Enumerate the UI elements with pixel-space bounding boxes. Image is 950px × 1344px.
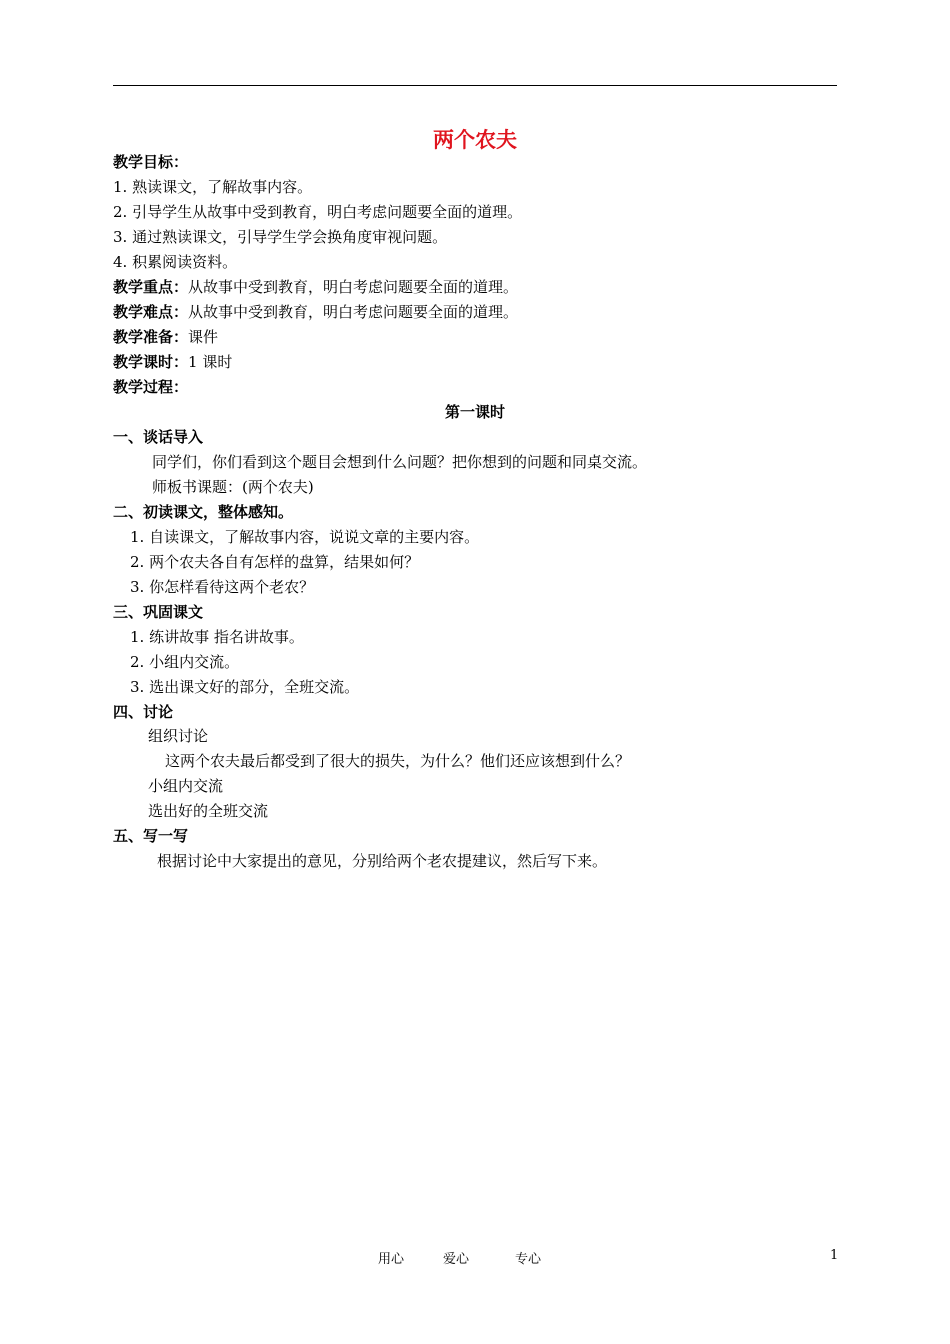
objective-item: 2. 引导学生从故事中受到教育，明白考虑问题要全面的道理。 bbox=[113, 203, 523, 221]
section-heading: 四、讨论 bbox=[113, 703, 174, 721]
objective-item: 3. 通过熟读课文，引导学生学会换角度审视问题。 bbox=[113, 228, 448, 246]
section-line: 同学们，你们看到这个题目会想到什么问题？把你想到的问题和同桌交流。 bbox=[152, 453, 648, 471]
hours-label: 教学课时： bbox=[113, 353, 189, 371]
preparation-row bbox=[113, 327, 218, 347]
process-label: 教学过程： bbox=[113, 378, 189, 396]
section-heading: 三、巩固课文 bbox=[113, 603, 204, 621]
section-heading: 五、写一写 bbox=[113, 827, 189, 845]
key-point-row bbox=[113, 277, 518, 297]
footer-motto: 专心 bbox=[515, 1252, 542, 1267]
key-point-label: 教学重点： bbox=[113, 278, 189, 296]
section-line: 小组内交流 bbox=[148, 777, 224, 795]
section-line: 这两个农夫最后都受到了很大的损失，为什么？他们还应该想到什么？ bbox=[165, 752, 631, 770]
objective-item: 1. 熟读课文，了解故事内容。 bbox=[113, 178, 313, 196]
footer-motto: 爱心 bbox=[443, 1252, 470, 1267]
section-line: 2. 两个农夫各自有怎样的盘算，结果如何？ bbox=[130, 553, 420, 571]
lesson-heading: 第一课时 bbox=[444, 403, 505, 421]
difficulty-row bbox=[113, 302, 518, 322]
section-line: 根据讨论中大家提出的意见，分别给两个老农提建议，然后写下来。 bbox=[157, 852, 608, 870]
document-title: 两个农夫 bbox=[433, 127, 517, 152]
section-line: 3. 选出课文好的部分，全班交流。 bbox=[130, 678, 360, 696]
objectives-label: 教学目标： bbox=[113, 153, 189, 171]
section-line: 选出好的全班交流 bbox=[148, 802, 269, 820]
section-line: 组织讨论 bbox=[148, 727, 209, 745]
objective-item: 4. 积累阅读资料。 bbox=[113, 253, 238, 271]
footer-motto: 用心 bbox=[378, 1252, 405, 1267]
hours-text: 1 课时 bbox=[188, 353, 233, 371]
section-line: 师板书课题：(两个农夫) bbox=[152, 478, 314, 496]
section-line: 3. 你怎样看待这两个老农？ bbox=[130, 578, 315, 596]
key-point-text: 从故事中受到教育，明白考虑问题要全面的道理。 bbox=[188, 278, 519, 296]
section-line: 1. 练讲故事 指名讲故事。 bbox=[130, 628, 304, 646]
section-heading: 二、初读课文，整体感知。 bbox=[113, 503, 294, 521]
section-line: 1. 自读课文，了解故事内容，说说文章的主要内容。 bbox=[130, 528, 480, 546]
page-number: 1 bbox=[830, 1248, 839, 1263]
difficulty-text: 从故事中受到教育，明白考虑问题要全面的道理。 bbox=[188, 303, 519, 321]
difficulty-label: 教学难点： bbox=[113, 303, 189, 321]
preparation-label: 教学准备： bbox=[113, 328, 189, 346]
section-heading: 一、谈话导入 bbox=[113, 428, 204, 446]
preparation-text: 课件 bbox=[188, 328, 219, 346]
hours-row bbox=[113, 352, 232, 372]
header-rule bbox=[113, 85, 837, 86]
section-line: 2. 小组内交流。 bbox=[130, 653, 240, 671]
